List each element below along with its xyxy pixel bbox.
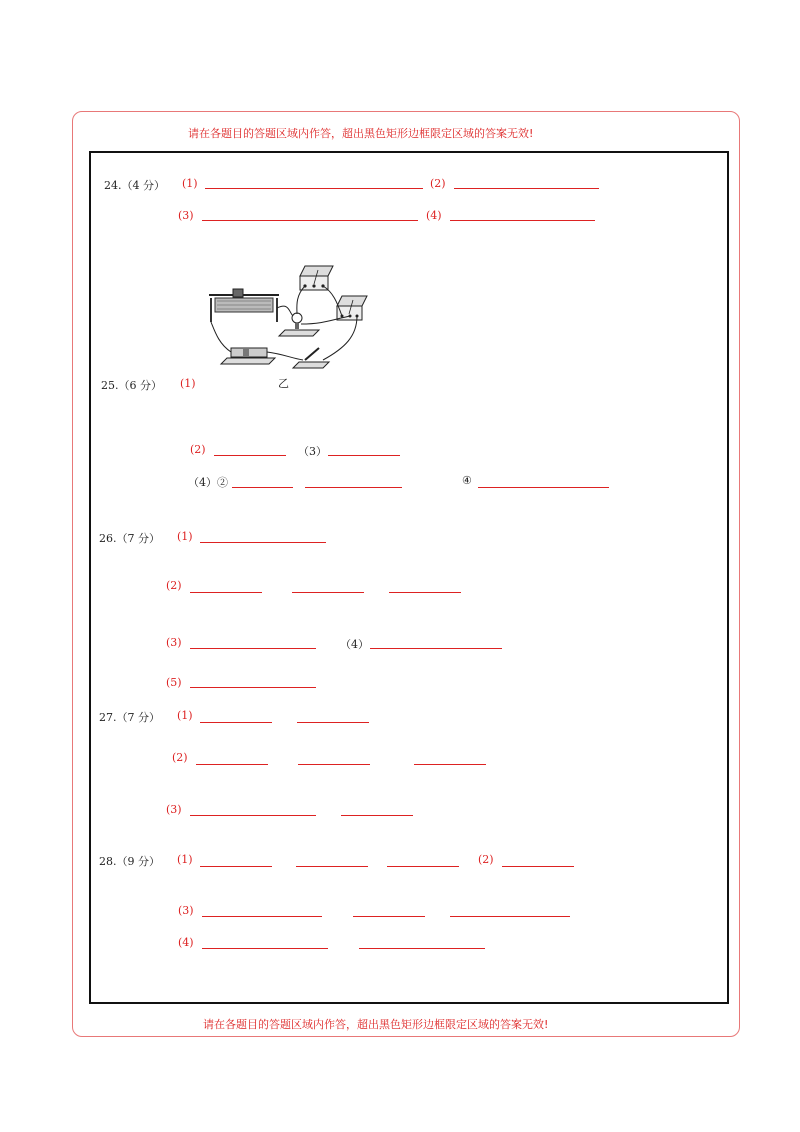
- figure-caption: 乙: [278, 377, 289, 390]
- q25-part-3-label: （3）: [298, 445, 327, 458]
- q28-answer-blank-3b[interactable]: [353, 916, 425, 917]
- q28-part-2-label: (2): [478, 853, 494, 866]
- q26-answer-blank-2c[interactable]: [389, 592, 461, 593]
- q27-answer-blank-1a[interactable]: [200, 722, 272, 723]
- q24-part-3-label: (3): [178, 209, 194, 222]
- question-24-label: 24.（4 分）: [104, 179, 165, 192]
- q26-part-5-label: (5): [166, 676, 182, 689]
- q25-answer-blank-4a[interactable]: [232, 487, 293, 488]
- q28-answer-blank-1a[interactable]: [200, 866, 272, 867]
- q26-part-4-label: （4）: [340, 638, 369, 651]
- q28-answer-blank-4b[interactable]: [359, 948, 485, 949]
- q26-answer-blank-2b[interactable]: [292, 592, 364, 593]
- q24-answer-blank-1[interactable]: [205, 188, 423, 189]
- q28-part-1-label: (1): [177, 853, 193, 866]
- q26-answer-blank-3[interactable]: [190, 648, 316, 649]
- q28-answer-blank-1c[interactable]: [387, 866, 459, 867]
- notice-top: 请在各题目的答题区域内作答，超出黑色矩形边框限定区域的答案无效!: [188, 127, 534, 140]
- q27-part-3-label: (3): [166, 803, 182, 816]
- question-28-label: 28.（9 分）: [99, 855, 160, 868]
- q24-answer-blank-2[interactable]: [454, 188, 599, 189]
- light-bulb-icon: [279, 313, 319, 336]
- q25-answer-blank-3[interactable]: [328, 455, 400, 456]
- q28-answer-blank-3a[interactable]: [202, 916, 322, 917]
- q26-part-3-label: (3): [166, 636, 182, 649]
- q26-part-1-label: (1): [177, 530, 193, 543]
- q27-answer-blank-2a[interactable]: [196, 764, 268, 765]
- q25-part-2-label: (2): [190, 443, 206, 456]
- rheostat-icon: [209, 289, 279, 322]
- q26-answer-blank-5[interactable]: [190, 687, 316, 688]
- q26-answer-blank-4[interactable]: [370, 648, 502, 649]
- circuit-diagram-figure: [205, 262, 373, 370]
- q25-answer-blank-2[interactable]: [214, 455, 286, 456]
- q27-answer-blank-3b[interactable]: [341, 815, 413, 816]
- q28-part-4-label: (4): [178, 936, 194, 949]
- q27-part-2-label: (2): [172, 751, 188, 764]
- q27-part-1-label: (1): [177, 709, 193, 722]
- q28-answer-blank-4a[interactable]: [202, 948, 328, 949]
- question-25-label: 25.（6 分）: [101, 379, 162, 392]
- q28-answer-blank-2[interactable]: [502, 866, 574, 867]
- switch-icon: [293, 348, 329, 368]
- q27-answer-blank-3a[interactable]: [190, 815, 316, 816]
- q24-part-4-label: (4): [426, 209, 442, 222]
- question-27-label: 27.（7 分）: [99, 711, 160, 724]
- q25-part-4b-label: ④: [462, 474, 472, 487]
- q24-answer-blank-3[interactable]: [202, 220, 418, 221]
- q28-part-3-label: (3): [178, 904, 194, 917]
- q25-answer-blank-4b[interactable]: [305, 487, 402, 488]
- q25-answer-blank-4c[interactable]: [478, 487, 609, 488]
- answer-area-border: [89, 151, 729, 1004]
- q24-answer-blank-4[interactable]: [450, 220, 595, 221]
- q25-part-1-label: (1): [180, 377, 196, 390]
- q26-answer-blank-2a[interactable]: [190, 592, 262, 593]
- q25-part-4-label: （4）②: [188, 476, 228, 489]
- q28-answer-blank-3c[interactable]: [450, 916, 570, 917]
- q28-answer-blank-1b[interactable]: [296, 866, 368, 867]
- q26-part-2-label: (2): [166, 579, 182, 592]
- q27-answer-blank-1b[interactable]: [297, 722, 369, 723]
- q27-answer-blank-2b[interactable]: [298, 764, 370, 765]
- notice-bottom: 请在各题目的答题区域内作答，超出黑色矩形边框限定区域的答案无效!: [203, 1018, 549, 1031]
- q24-part-2-label: (2): [430, 177, 446, 190]
- question-26-label: 26.（7 分）: [99, 532, 160, 545]
- q26-answer-blank-1[interactable]: [200, 542, 326, 543]
- q24-part-1-label: (1): [182, 177, 198, 190]
- q27-answer-blank-2c[interactable]: [414, 764, 486, 765]
- ammeter-icon: [337, 296, 367, 320]
